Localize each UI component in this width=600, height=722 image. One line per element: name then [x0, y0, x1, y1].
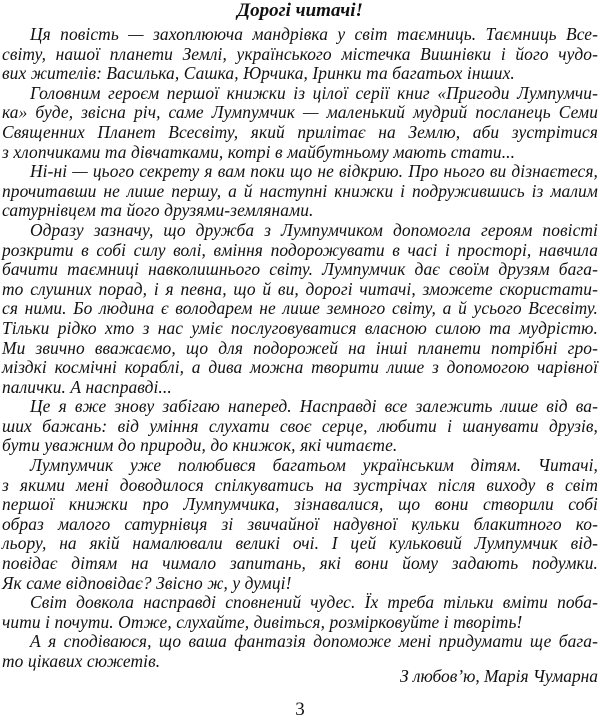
text-line: Ні-ні — цього секрету я вам поки що не відкрию. Про нього ви дізнаєтеся, [30, 161, 598, 182]
text-line: Як саме відповідає? Звісно ж, у думці! [2, 572, 292, 593]
text-line: сатурнівцем та його друзями-землянами. [2, 200, 314, 221]
page-number: 3 [295, 699, 305, 720]
letter-body [2, 25, 598, 672]
text-line: Ця повість — захоплююча мандрівка у світ таємниць. Таємниць Все- [30, 24, 598, 44]
text-line: ся ними. Бо людина є володарем не лише земного світу, а й усього Всесвіту. [2, 298, 598, 319]
text-line: Священних Планет Всесвіту, який прилітає на Землю, аби зустрітися [2, 121, 598, 142]
paragraph [2, 221, 598, 397]
paragraph [2, 162, 598, 221]
text-line: Це я вже знову забігаю наперед. Насправді все залежить лише від ва- [30, 396, 598, 417]
text-line: розкрити в собі силу волі, вміння подорожувати в часі і просторі, навчила [2, 239, 598, 260]
text-line: палички. А насправді... [2, 376, 172, 397]
page-title: Дорогі читачі! [237, 0, 363, 21]
paragraph [2, 593, 598, 632]
text-line: з хлопчиками та дівчатками, котрі в майбутньому мають стати... [2, 141, 516, 162]
text-line: ка» буде, звісна річ, саме Лумпумчик — маленький мудрий посланець Семи [2, 102, 598, 123]
text-line: Лумпумчик уже полюбився багатьом українським дітям. Читачі, [30, 455, 598, 476]
text-line: чити і почути. Отже, слухайте, дивіться, розмірковуйте і творіть! [2, 611, 523, 632]
text-line: Головним героєм першої книжки із цілої серії книг «Пригоди Лумпумчи- [30, 82, 598, 103]
text-line: льору, на якій намалювали великі очі. І цей кульковий Лумпумчик від- [2, 533, 598, 554]
text-line: ших бажань: від уміння слухати своє серце, любити і шанувати друзів, [2, 415, 598, 436]
text-line: А я сподіваюся, що ваша фантазія допоможе мені придумати ще бага- [30, 631, 598, 652]
text-line: міздкі космічні кораблі, а дива можна творити лише з допомогою чарівної [2, 357, 598, 378]
paragraph [2, 25, 598, 84]
text-line: світу, нашої планети Землі, українського містечка Вишнівки і його чудо- [2, 43, 598, 64]
text-line: бути уважним до природи, до книжок, які читаєте. [2, 435, 398, 456]
paragraph [2, 397, 598, 456]
text-line: прочитавши не лише першу, а й наступні книжки і подружившись із малим [2, 180, 598, 201]
text-line: Ми звично вважаємо, що для подорожей на інші планети потрібні гро- [2, 337, 598, 358]
text-line: Тільки рідко хто з нас уміє послуговуватися власною силою та мудрістю. [2, 317, 598, 338]
text-line: повідає дітям на чимало запитань, які вони йому задають подумки. [2, 553, 598, 574]
text-line: вих жителів: Василька, Сашка, Юрчика, Іринки та багатьох інших. [2, 63, 515, 84]
text-line: то цікавих сюжетів. [2, 651, 161, 671]
text-line: першої книжки про Лумпумчика, зізнавалися, що вони створили собі [2, 494, 598, 515]
text-line: Одразу зазначу, що дружба з Лумпумчиком допомогла героям повісті [30, 219, 598, 240]
text-line: з якими мені доводилося спілкуватись на зустрічах після виходу в світ [2, 474, 598, 495]
text-line: бачити таємниці навколишнього світу. Лумпумчик дає своїм друзям бага- [2, 259, 598, 280]
text-line: образ малого сатурнівця зі звичайної надувної кульки блакитного ко- [2, 513, 598, 534]
paragraph [2, 456, 598, 593]
author-signature: З любов’ю, Марія Чумарна [399, 666, 598, 686]
paragraph [2, 84, 598, 162]
text-line: то слушних порад, і я певна, що й ви, дорогі читачі, зможете скористати- [2, 278, 598, 299]
text-line: Світ довкола насправді сповнений чудес. Їх треба тільки вміти поба- [30, 592, 598, 613]
